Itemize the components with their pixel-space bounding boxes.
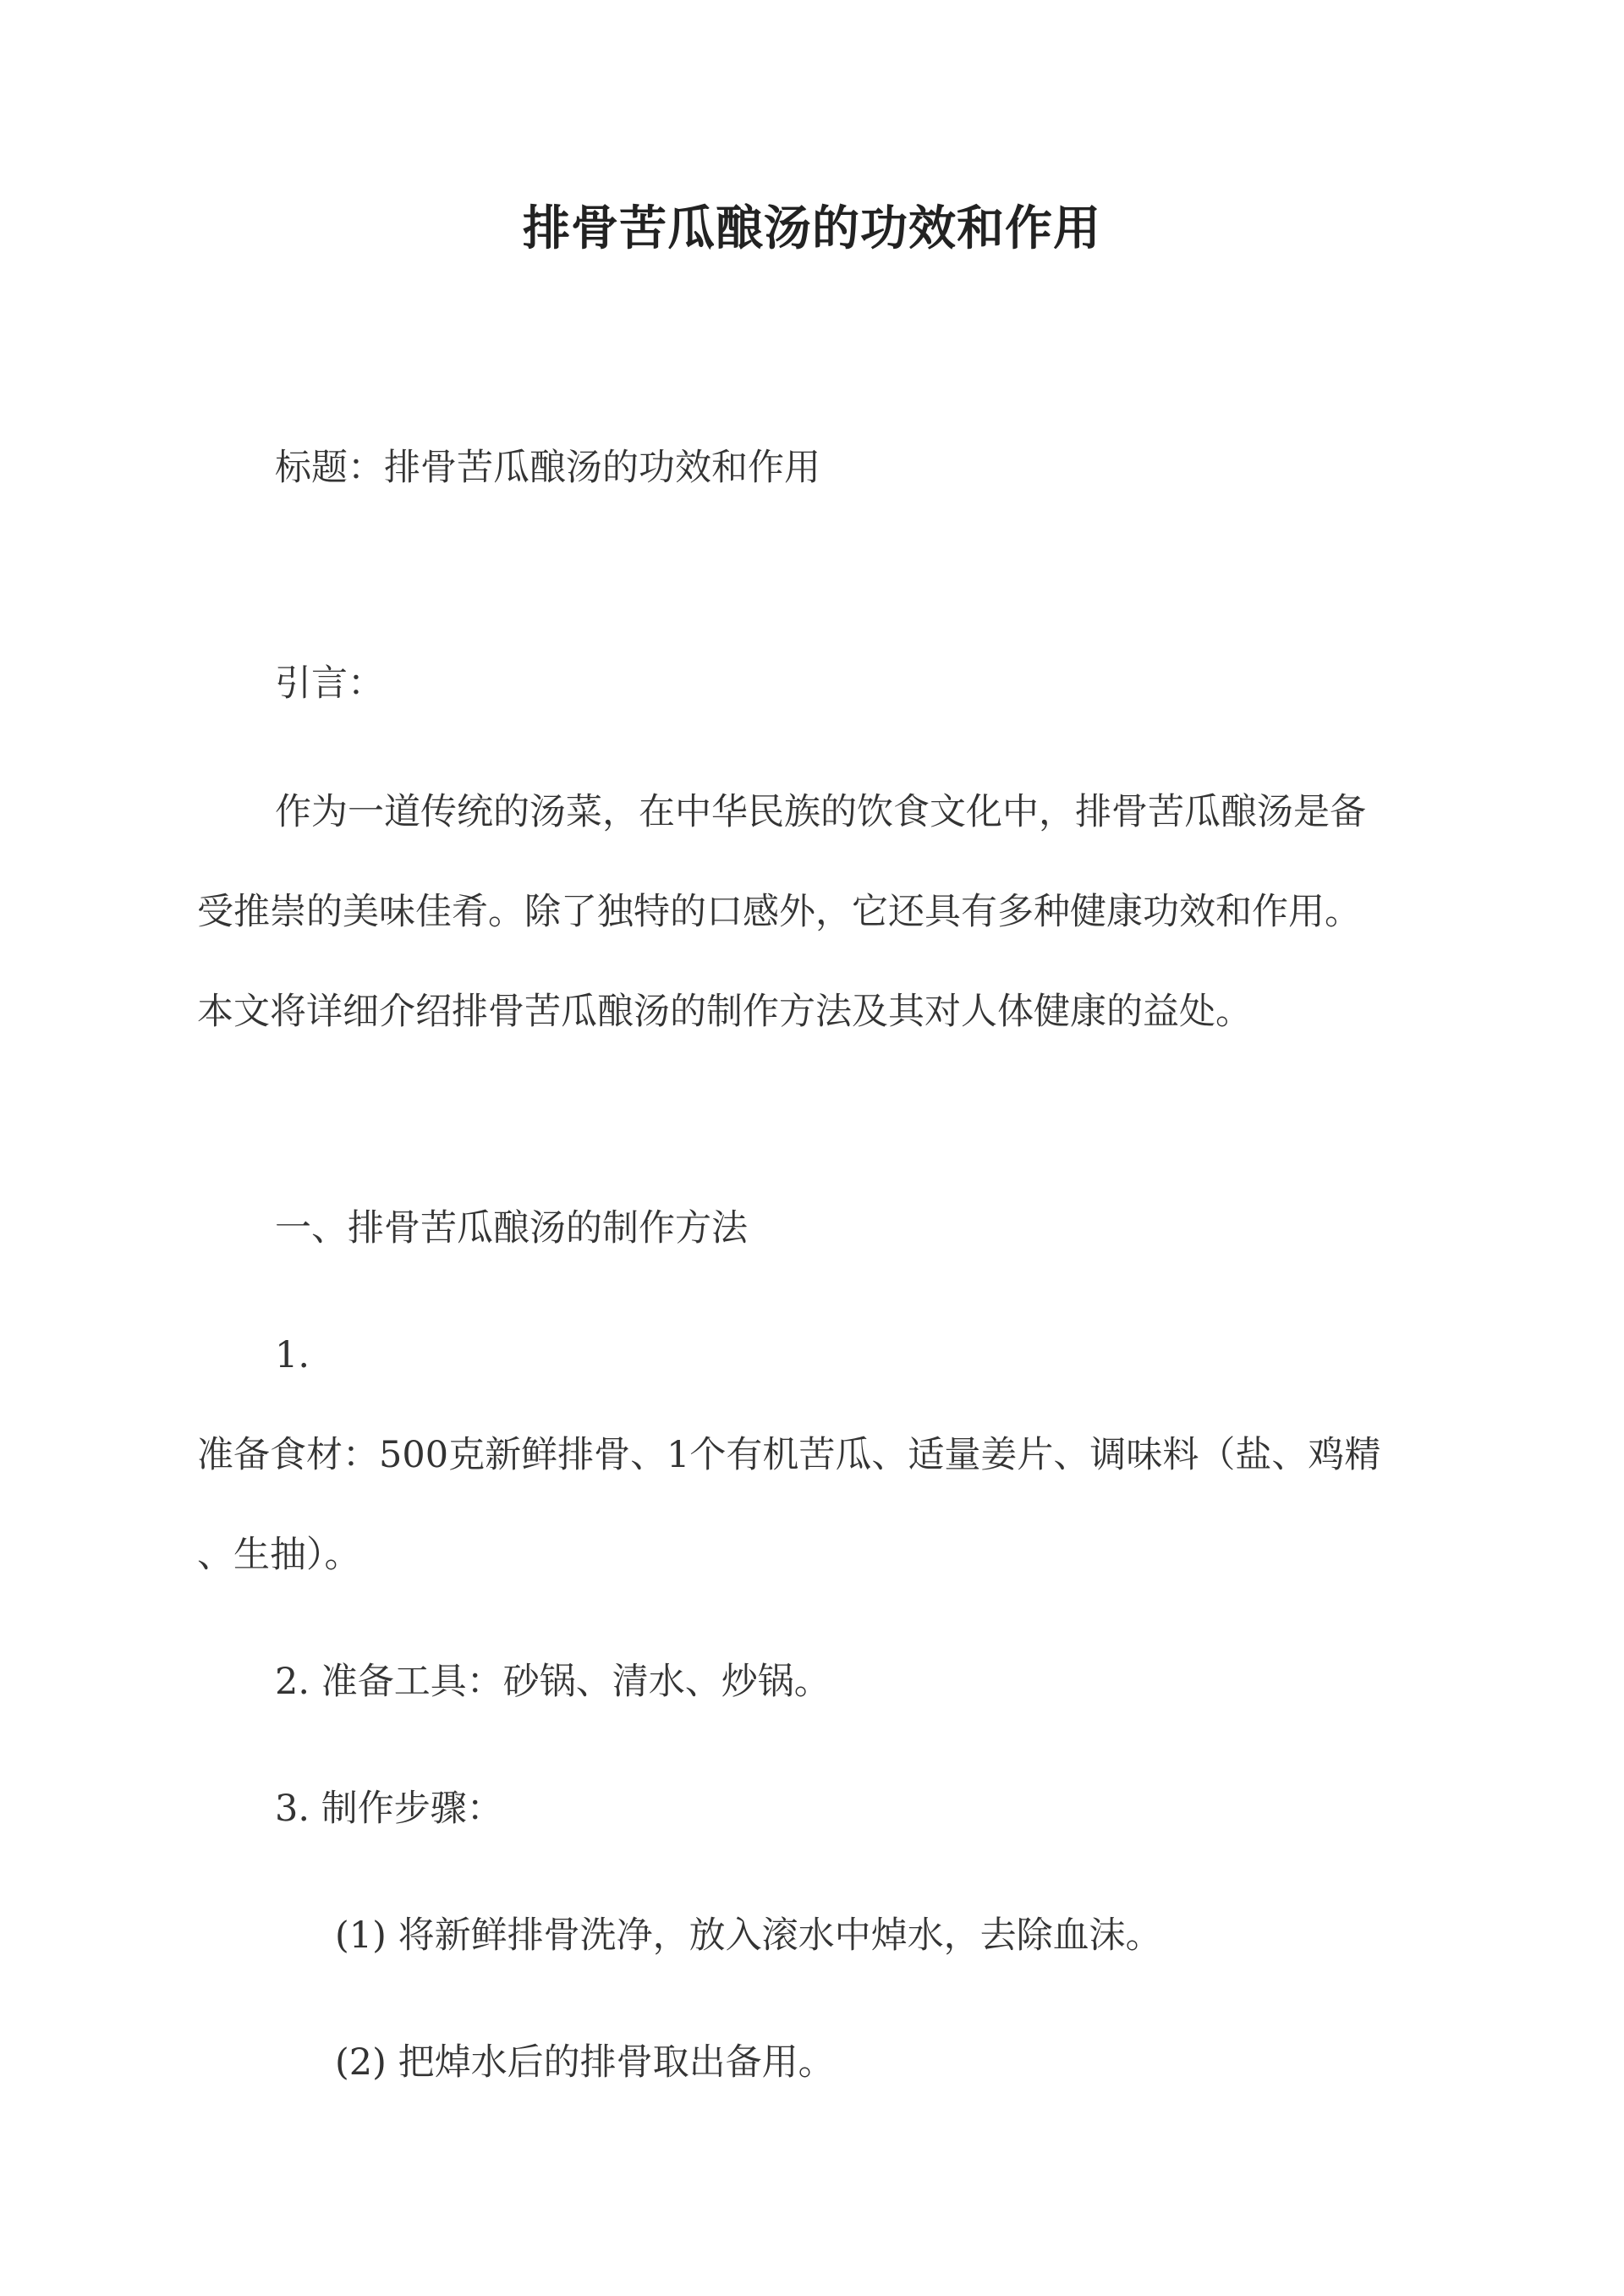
- intro-line-1: 作为一道传统的汤菜，在中华民族的饮食文化中，排骨苦瓜酿汤是备: [275, 791, 1366, 833]
- document-title: 排骨苦瓜酿汤的功效和作用: [523, 200, 1101, 256]
- item-3: 3. 制作步骤：: [275, 1788, 503, 1830]
- item-1-number: 1.: [275, 1334, 310, 1376]
- section-1-heading: 一、排骨苦瓜酿汤的制作方法: [275, 1207, 748, 1250]
- intro-line-3: 本文将详细介绍排骨苦瓜酿汤的制作方法及其对人体健康的益处。: [197, 991, 1252, 1033]
- item-1-line-1: 准备食材：500克新鲜排骨、1个有机苦瓜、适量姜片、调味料（盐、鸡精: [197, 1434, 1381, 1476]
- item-2: 2. 准备工具：砂锅、清水、炒锅。: [275, 1661, 831, 1703]
- step-2: (2) 把焯水后的排骨取出备用。: [335, 2041, 835, 2084]
- item-1-line-2: 、生抽）。: [197, 1534, 361, 1576]
- step-1: (1) 将新鲜排骨洗净，放入滚水中焯水，去除血沫。: [335, 1914, 1162, 1957]
- intro-line-2: 受推崇的美味佳肴。除了独特的口感外，它还具有多种健康功效和作用。: [197, 891, 1361, 933]
- intro-heading: 引言：: [275, 662, 384, 705]
- subject-line: 标题：排骨苦瓜酿汤的功效和作用: [275, 447, 820, 489]
